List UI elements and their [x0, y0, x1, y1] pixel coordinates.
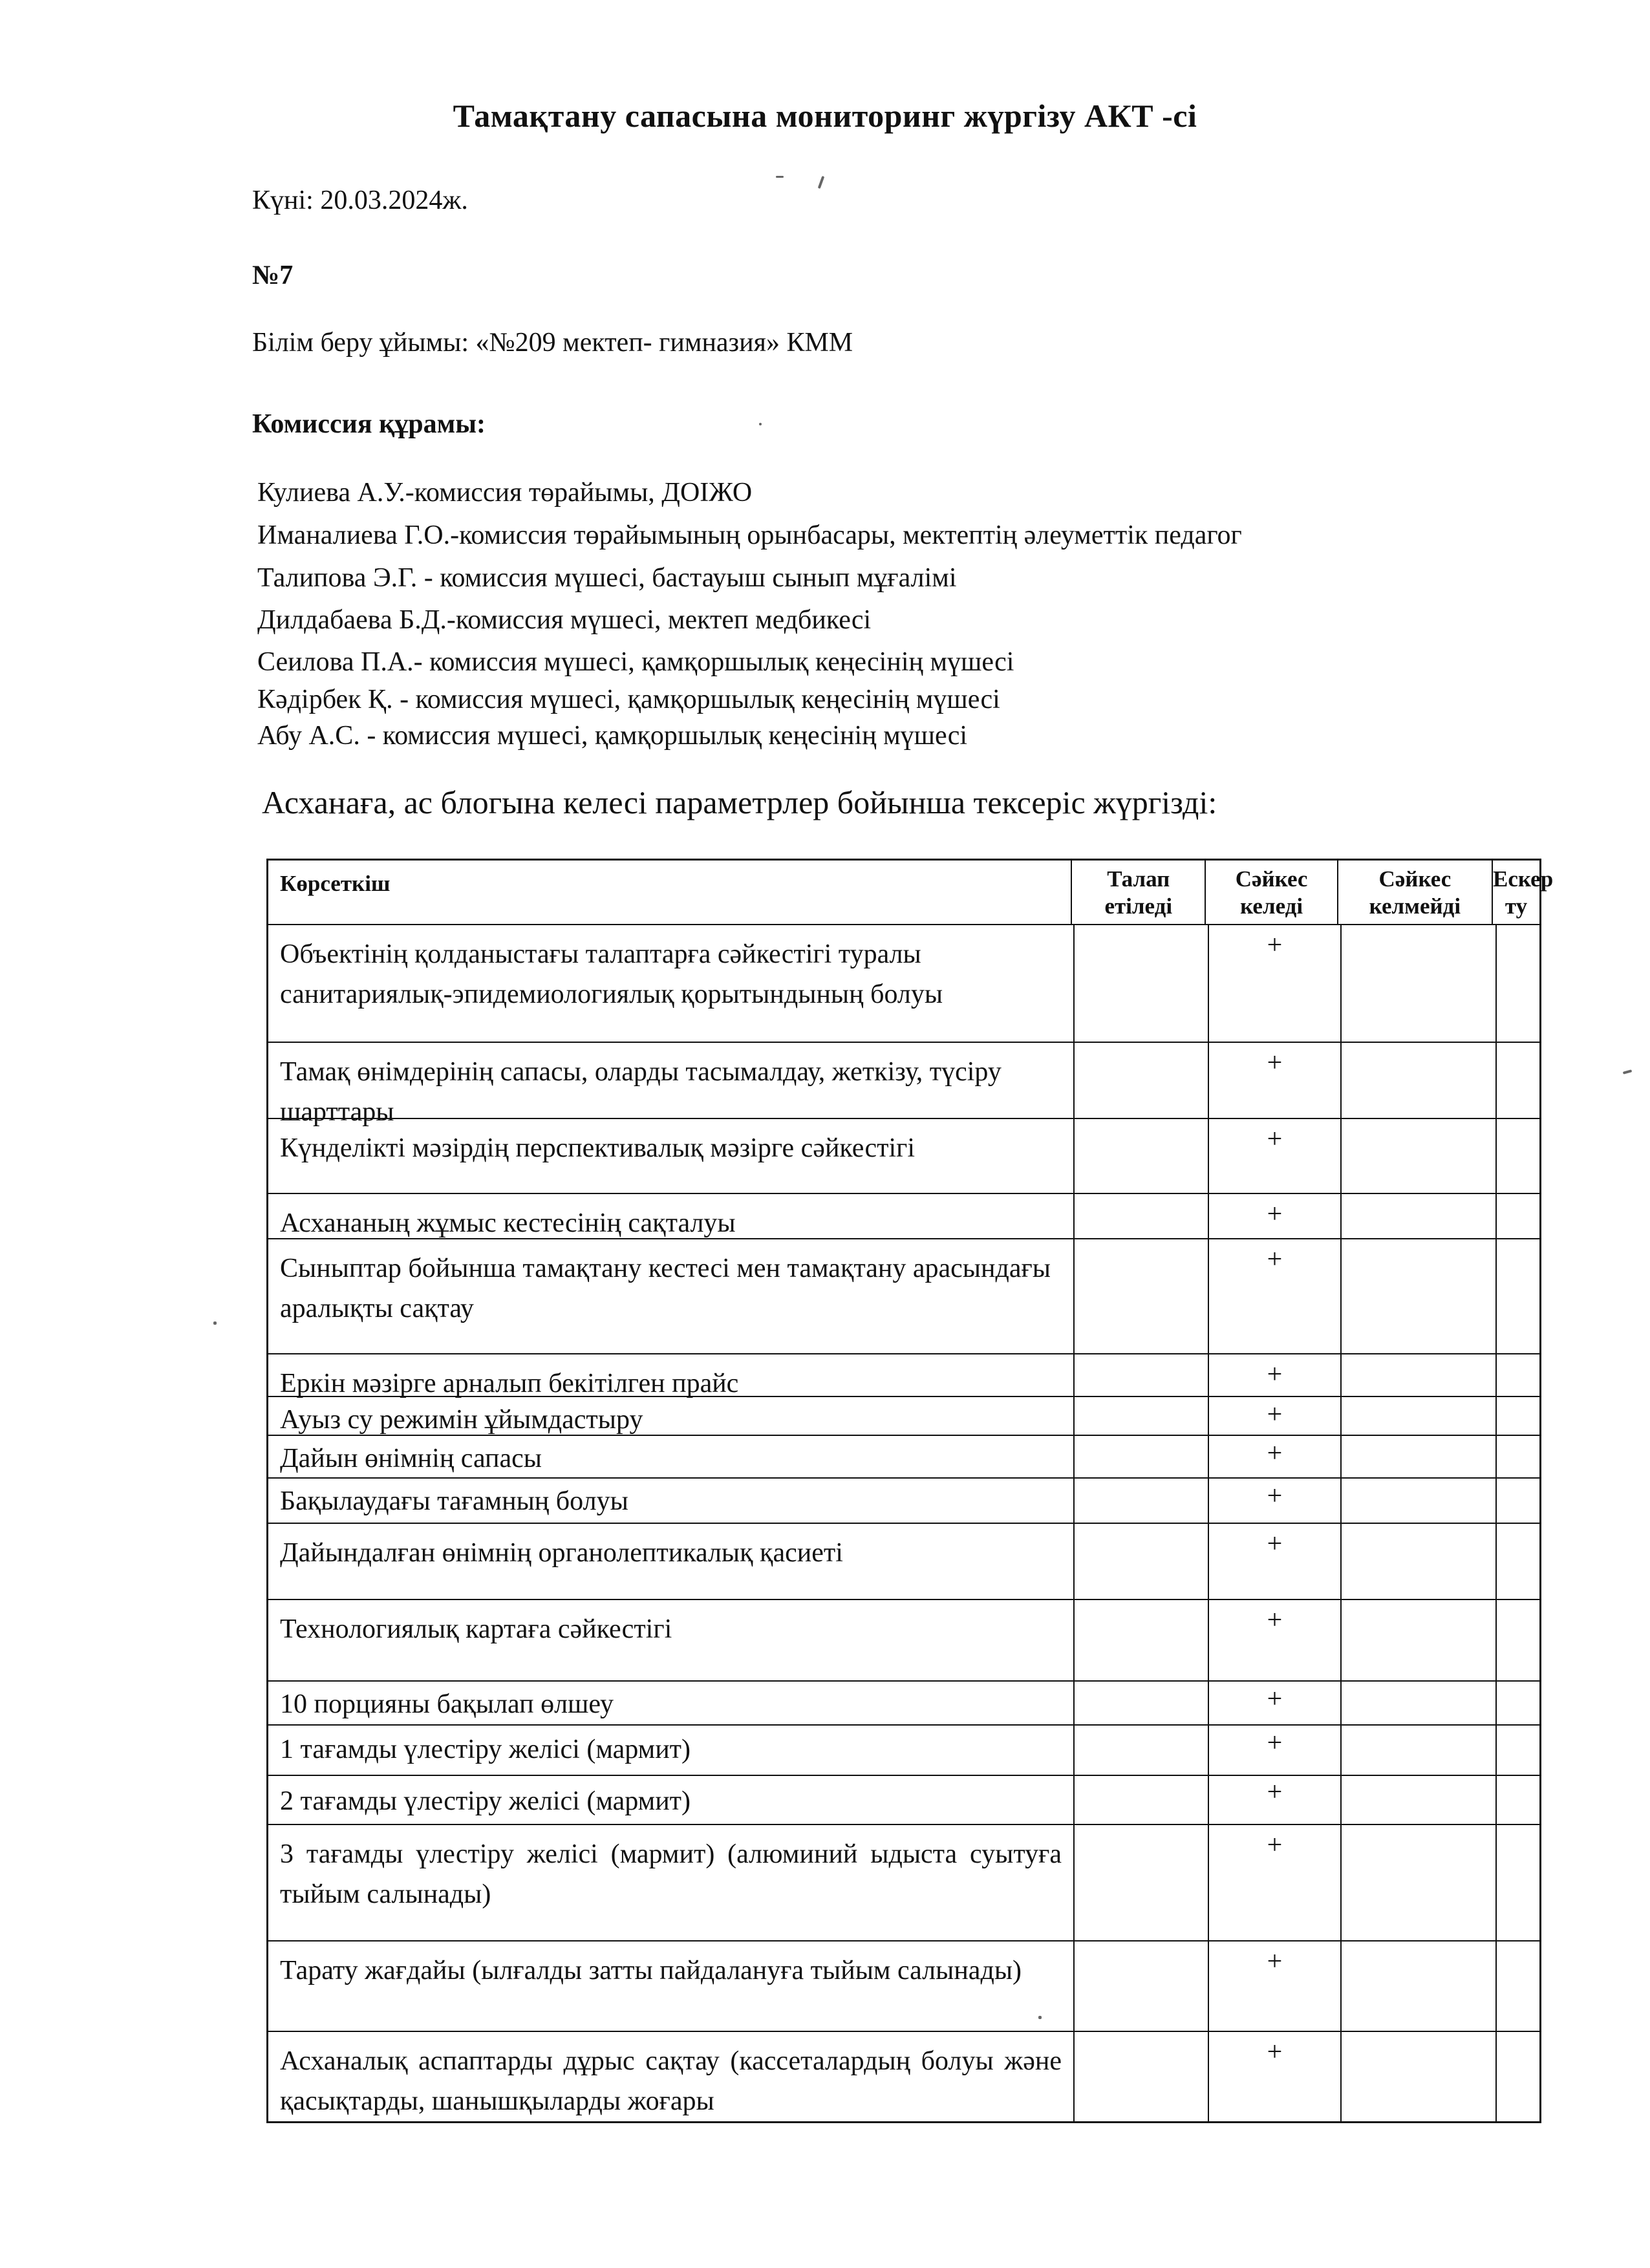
- member-7: Абу А.С. - комиссия мүшесі, қамқоршылық кеңесінің мүшесі: [257, 721, 968, 751]
- indicator-cell: Күнделікті мәзірдің перспективалық мәзірге сәйкестігі: [280, 1133, 916, 1163]
- member-5: Сеилова П.А.- комиссия мүшесі, қамқоршылық кеңесінің мүшесі: [257, 647, 1014, 677]
- non-compliant-cell: [1340, 925, 1495, 1042]
- indicator-cell: 2 тағамды үлестіру желісі (мармит): [280, 1786, 691, 1816]
- required-cell: [1073, 1043, 1208, 1118]
- note-cell: [1495, 1776, 1539, 1824]
- header-required-line-1: Талап: [1107, 866, 1170, 892]
- compliant-cell: +: [1208, 1600, 1340, 1680]
- note-cell: [1495, 1436, 1539, 1477]
- inspection-table: [266, 859, 1554, 2123]
- non-compliant-cell: [1340, 2032, 1495, 2121]
- document-number: №7: [252, 261, 294, 290]
- required-cell: [1073, 1524, 1208, 1599]
- indicator-cell: Еркін мәзірге арналып бекітілген прайс: [280, 1369, 739, 1398]
- compliant-cell: +: [1208, 1397, 1340, 1435]
- note-cell: [1495, 1524, 1539, 1599]
- compliant-cell: +: [1208, 1942, 1340, 2031]
- table-row: [268, 1042, 1539, 1127]
- indicator-cell: Дайын өнімнің сапасы: [280, 1444, 542, 1473]
- header-note: [1492, 861, 1554, 924]
- required-cell: [1073, 1600, 1208, 1680]
- header-non-compliant-line-2: келмейді: [1369, 893, 1461, 919]
- indicator-cell: Объектінің қолданыстағы талаптарға сәйкестігі туралы санитариялық-эпидемиологиялық қорытындының болуы: [280, 939, 943, 1009]
- table-row: [268, 1599, 1539, 1680]
- required-cell: [1073, 1119, 1208, 1193]
- non-compliant-cell: [1340, 1726, 1495, 1775]
- note-cell: [1495, 2032, 1539, 2121]
- non-compliant-cell: [1340, 1397, 1495, 1435]
- member-3: Талипова Э.Г. - комиссия мүшесі, бастауыш сынып мұғалімі: [257, 563, 957, 593]
- required-cell: [1073, 1479, 1208, 1523]
- scan-speck: [1623, 1069, 1633, 1074]
- note-cell: [1495, 1119, 1539, 1193]
- indicator-cell: 1 тағамды үлестіру желісі (мармит): [280, 1735, 691, 1764]
- indicator-cell: Бақылаудағы тағамның болуы: [280, 1486, 628, 1516]
- header-required-line-2: етіледі: [1104, 893, 1173, 919]
- scan-speck: [759, 423, 762, 425]
- required-cell: [1073, 1397, 1208, 1435]
- table-row: [268, 1724, 1539, 1775]
- header-compliant-line-2: келеді: [1240, 893, 1303, 919]
- commission-heading: Комиссия құрамы:: [252, 409, 486, 439]
- compliant-cell: +: [1208, 1479, 1340, 1523]
- non-compliant-cell: [1340, 1479, 1495, 1523]
- table-row: [268, 1523, 1539, 1599]
- note-cell: [1495, 1479, 1539, 1523]
- member-4: Дилдабаева Б.Д.-комиссия мүшесі, мектеп медбикесі: [257, 605, 872, 635]
- non-compliant-cell: [1340, 1043, 1495, 1118]
- note-cell: [1495, 1354, 1539, 1396]
- indicator-cell: Сыныптар бойынша тамақтану кестесі мен тамақтану арасындағы аралықты сақтау: [280, 1254, 1051, 1323]
- compliant-cell: +: [1208, 1726, 1340, 1775]
- header-non-compliant-line-1: Сәйкес: [1378, 866, 1452, 892]
- note-cell: [1495, 1726, 1539, 1775]
- member-6: Кәдірбек Қ. - комиссия мүшесі, қамқоршылық кеңесінің мүшесі: [257, 685, 1000, 714]
- note-cell: [1495, 1942, 1539, 2031]
- non-compliant-cell: [1340, 1354, 1495, 1396]
- required-cell: [1073, 2032, 1208, 2121]
- table-row: [268, 1680, 1539, 1724]
- document-title: Тамақтану сапасына мониторинг жүргізу АКТ -сі: [453, 98, 1197, 134]
- indicator-cell: 3 тағамды үлестіру желісі (мармит) (алюминий ыдыста суытуға тыйым салынады): [280, 1839, 1062, 1909]
- table-row: [268, 2031, 1539, 2121]
- header-compliant-line-1: Сәйкес: [1235, 866, 1308, 892]
- indicator-cell: Асхананың жұмыс кестесінің сақталуы: [280, 1208, 736, 1238]
- table-row: [268, 1775, 1539, 1824]
- table-row: [268, 924, 1539, 1042]
- table-header-row: [268, 861, 1554, 924]
- inspection-intro: Асханаға, ас блогына келесі параметрлер бойынша тексеріс жүргізді:: [262, 784, 1217, 820]
- required-cell: [1073, 1194, 1208, 1238]
- compliant-cell: +: [1208, 1043, 1340, 1118]
- non-compliant-cell: [1340, 1600, 1495, 1680]
- non-compliant-cell: [1340, 1776, 1495, 1824]
- note-cell: [1495, 1682, 1539, 1724]
- header-non-compliant: [1337, 861, 1492, 924]
- required-cell: [1073, 1436, 1208, 1477]
- member-1: Кулиева А.У.-комиссия төрайымы, ДОІЖО: [257, 478, 753, 508]
- organization-line: Білім беру ұйымы: «№209 мектеп- гимназия» КММ: [252, 328, 853, 358]
- scan-speck: [213, 1321, 217, 1325]
- indicator-cell: Ауыз су режимін ұйымдастыру: [280, 1405, 643, 1435]
- note-cell: [1495, 1825, 1539, 1940]
- header-note-line-2: ту: [1505, 893, 1528, 919]
- table-row: [268, 1353, 1539, 1396]
- required-cell: [1073, 1682, 1208, 1724]
- table-row: [268, 1940, 1539, 2031]
- required-cell: [1073, 1354, 1208, 1396]
- scan-speck: [1038, 2016, 1042, 2019]
- indicator-cell: Тарату жағдайы (ылғалды затты пайдалануға тыйым салынады): [280, 1956, 1022, 1985]
- compliant-cell: +: [1208, 2032, 1340, 2121]
- non-compliant-cell: [1340, 1942, 1495, 2031]
- compliant-cell: +: [1208, 1825, 1340, 1940]
- required-cell: [1073, 925, 1208, 1042]
- compliant-cell: +: [1208, 1194, 1340, 1238]
- indicator-cell: Асханалық аспаптарды дұрыс сақтау (кассеталардың болуы және қасықтарды, шанышқыларды жоғары: [280, 2046, 1062, 2116]
- table-row: [268, 1824, 1539, 1940]
- non-compliant-cell: [1340, 1194, 1495, 1238]
- required-cell: [1073, 1239, 1208, 1353]
- header-required: [1071, 861, 1205, 924]
- indicator-cell: Дайындалған өнімнің органолептикалық қасиеті: [280, 1538, 843, 1568]
- table-row: [268, 1238, 1539, 1353]
- compliant-cell: +: [1208, 1524, 1340, 1599]
- required-cell: [1073, 1942, 1208, 2031]
- header-note-line-1: Ескер: [1493, 866, 1554, 892]
- table-row: [268, 1435, 1539, 1477]
- compliant-cell: +: [1208, 1354, 1340, 1396]
- scan-speck: [776, 176, 784, 178]
- date-line: Күні: 20.03.2024ж.: [252, 186, 468, 215]
- note-cell: [1495, 1239, 1539, 1353]
- table-row: [268, 1118, 1539, 1193]
- table-row: [268, 1477, 1539, 1523]
- required-cell: [1073, 1726, 1208, 1775]
- compliant-cell: +: [1208, 1776, 1340, 1824]
- note-cell: [1495, 1194, 1539, 1238]
- non-compliant-cell: [1340, 1825, 1495, 1940]
- scan-speck: [818, 176, 825, 189]
- required-cell: [1073, 1776, 1208, 1824]
- non-compliant-cell: [1340, 1524, 1495, 1599]
- compliant-cell: +: [1208, 1239, 1340, 1353]
- non-compliant-cell: [1340, 1239, 1495, 1353]
- table-row: [268, 1396, 1539, 1435]
- compliant-cell: +: [1208, 1436, 1340, 1477]
- non-compliant-cell: [1340, 1682, 1495, 1724]
- header-indicator: Көрсеткіш: [280, 871, 391, 896]
- table-row: [268, 1193, 1539, 1238]
- indicator-cell: Технологиялық картаға сәйкестігі: [280, 1614, 672, 1644]
- required-cell: [1073, 1825, 1208, 1940]
- indicator-cell: 10 порцияны бақылап өлшеу: [280, 1689, 614, 1719]
- note-cell: [1495, 1397, 1539, 1435]
- compliant-cell: +: [1208, 1119, 1340, 1193]
- note-cell: [1495, 1600, 1539, 1680]
- note-cell: [1495, 1043, 1539, 1118]
- indicator-cell: Тамақ өнімдерінің сапасы, оларды тасымалдау, жеткізу, түсіру шарттары: [280, 1057, 1002, 1127]
- non-compliant-cell: [1340, 1119, 1495, 1193]
- header-compliant: [1205, 861, 1336, 924]
- non-compliant-cell: [1340, 1436, 1495, 1477]
- note-cell: [1495, 925, 1539, 1042]
- compliant-cell: +: [1208, 1682, 1340, 1724]
- member-2: Иманалиева Г.О.-комиссия төрайымының орынбасары, мектептің әлеуметтік педагог: [257, 520, 1242, 550]
- compliant-cell: +: [1208, 925, 1340, 1042]
